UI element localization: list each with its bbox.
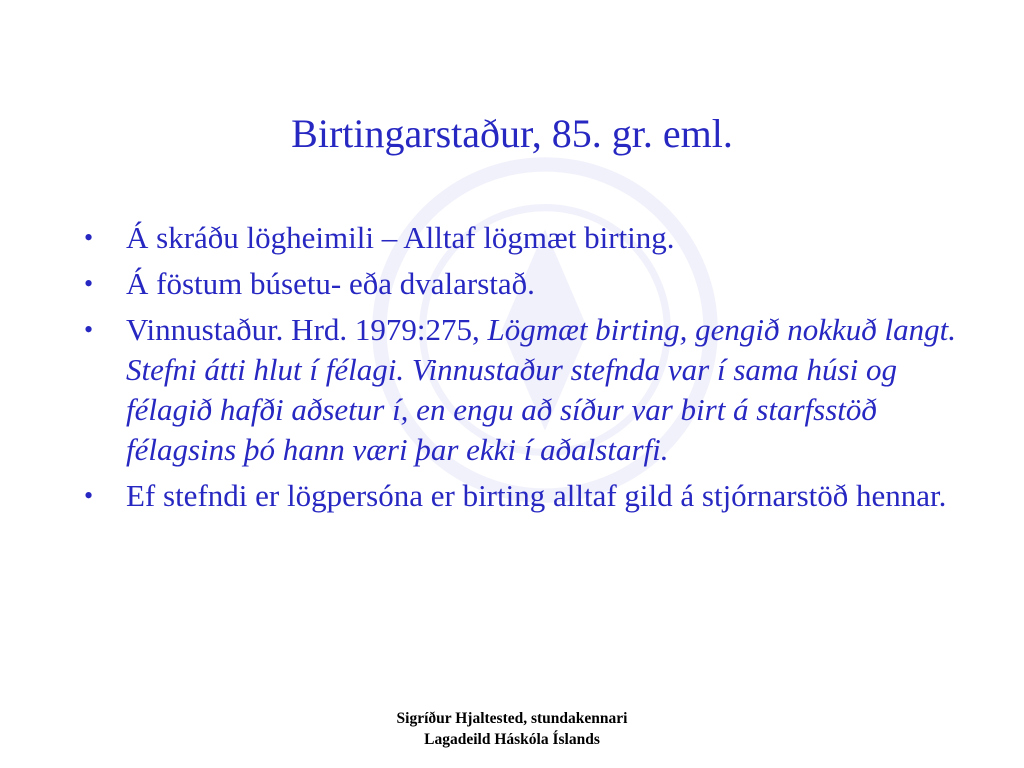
- bullet-text: Á föstum búsetu- eða dvalarstað.: [126, 266, 535, 301]
- footer: [0, 708, 1024, 750]
- footer-institution: Lagadeild Háskóla Íslands: [424, 731, 600, 748]
- bullet-list: [84, 218, 964, 522]
- bullet-icon: •: [84, 481, 94, 510]
- slide-title: Birtingarstaður, 85. gr. eml.: [291, 111, 733, 156]
- bullet-item: [84, 218, 964, 258]
- footer-author: Sigríður Hjaltested, stundakennari: [396, 710, 628, 727]
- bullet-icon: •: [84, 315, 94, 344]
- bullet-item: [84, 476, 964, 516]
- bullet-text: Á skráðu lögheimili – Alltaf lögmæt birting.: [126, 220, 675, 255]
- bullet-icon: •: [84, 223, 94, 252]
- bullet-item: [84, 310, 964, 470]
- bullet-text: Vinnustaður. Hrd. 1979:275,: [126, 312, 488, 347]
- bullet-italic-text: Lögmæt birting, gengið nokkuð langt. Stefni átti hlut í félagi. Vinnustaður stefnda var í sama húsi og félagið hafði aðsetur í, en engu að síður var birt á starfsstöð félagsins þó hann væri þar ekki í aðalstarfi.: [126, 312, 956, 467]
- bullet-text: Ef stefndi er lögpersóna er birting alltaf gild á stjórnarstöð hennar.: [126, 478, 947, 513]
- bullet-icon: •: [84, 269, 94, 298]
- bullet-item: [84, 264, 964, 304]
